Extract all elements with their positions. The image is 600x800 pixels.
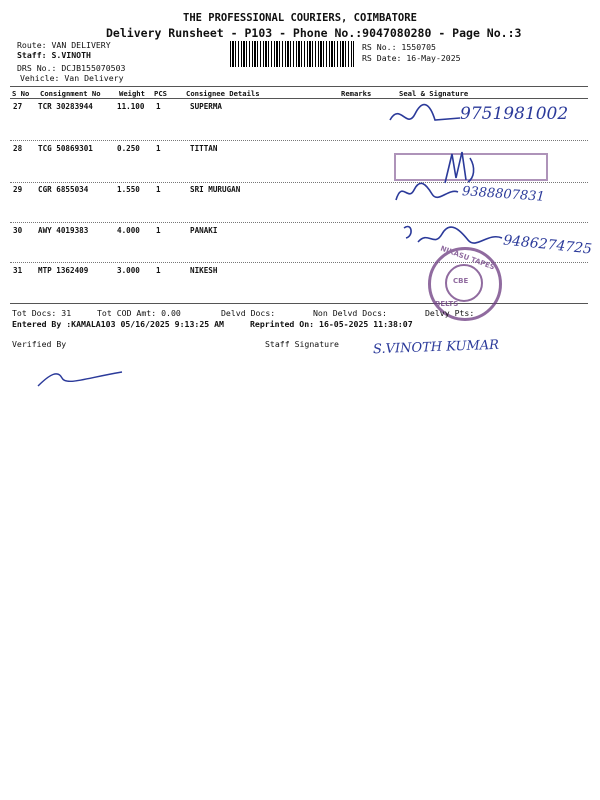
row-consignee: SUPERMA <box>190 102 223 111</box>
signature-phone-row30: 9486274725 <box>502 232 593 258</box>
row-weight: 1.550 <box>117 185 140 194</box>
round-stamp-text: NIKASU TAPES <box>439 244 496 272</box>
tot-docs: Tot Docs: 31 <box>12 308 72 318</box>
staff-label: Staff: S.VINOTH <box>17 50 91 60</box>
row-pcs: 1 <box>156 144 161 153</box>
row-consignment: TCG 50869301 <box>38 144 93 153</box>
row-divider <box>10 140 588 141</box>
row-weight: 4.000 <box>117 226 140 235</box>
company-title: THE PROFESSIONAL COURIERS, COIMBATORE <box>183 12 417 24</box>
row-consignment: MTP 1362409 <box>38 266 89 275</box>
row-consignment: TCR 30283944 <box>38 102 93 111</box>
signature-phone-row29: 9388807831 <box>461 184 546 205</box>
col-seal-signature: Seal & Signature <box>399 89 469 98</box>
row-sno: 28 <box>13 144 23 153</box>
reprinted-on: Reprinted On: 16-05-2025 11:38:07 <box>250 319 413 329</box>
row-consignment: AWY 4019383 <box>38 226 89 235</box>
signature-scribble-row27 <box>385 100 465 130</box>
entered-by: Entered By :KAMALA103 05/16/2025 9:13:25 AM <box>12 319 224 329</box>
col-pcs: PCS <box>154 89 167 98</box>
col-consignee: Consignee Details <box>186 89 260 98</box>
round-stamp-inner-text: CBE <box>453 277 469 285</box>
table-top-rule <box>10 86 588 87</box>
col-weight: Weight <box>119 89 145 98</box>
row-consignee: TITTAN <box>190 144 218 153</box>
tot-cod-amt: Tot COD Amt: 0.00 <box>97 308 181 318</box>
barcode <box>230 41 354 67</box>
drs-number: DRS No.: DCJB155070503 <box>17 63 126 73</box>
row-divider <box>10 182 588 183</box>
row-pcs: 1 <box>156 226 161 235</box>
rs-date: RS Date: 16-May-2025 <box>362 53 461 63</box>
row-sno: 30 <box>13 226 23 235</box>
row-sno: 29 <box>13 185 23 194</box>
round-stamp-side-text: BELTS <box>435 300 459 308</box>
row-consignment: CGR 6855034 <box>38 185 89 194</box>
col-consignment: Consignment No <box>40 89 101 98</box>
staff-signature-handwritten: S.VINOTH KUMAR <box>372 337 500 358</box>
signature-scribble-row29 <box>392 178 462 206</box>
row-pcs: 1 <box>156 266 161 275</box>
row-consignee: NIKESH <box>190 266 218 275</box>
delvd-docs: Delvd Docs: <box>221 308 276 318</box>
row-weight: 3.000 <box>117 266 140 275</box>
row-sno: 31 <box>13 266 23 275</box>
row-pcs: 1 <box>156 185 161 194</box>
row-pcs: 1 <box>156 102 161 111</box>
verified-signature-scribble <box>36 366 126 390</box>
route-label: Route: VAN DELIVERY <box>17 40 111 50</box>
col-remarks: Remarks <box>341 89 372 98</box>
rs-number: RS No.: 1550705 <box>362 42 436 52</box>
row-consignee: SRI MURUGAN <box>190 185 241 194</box>
row-divider <box>10 262 588 263</box>
non-delvd-docs: Non Delvd Docs: <box>313 308 387 318</box>
row-sno: 27 <box>13 102 23 111</box>
col-sno: S No <box>12 89 30 98</box>
vehicle-label: Vehicle: Van Delivery <box>20 73 124 83</box>
staff-signature-label: Staff Signature <box>265 339 339 349</box>
table-header-rule <box>10 98 588 99</box>
row-weight: 0.250 <box>117 144 140 153</box>
delvy-pts: Delvy Pts: <box>425 308 475 318</box>
row-weight: 11.100 <box>117 102 145 111</box>
runsheet-subtitle: Delivery Runsheet - P103 - Phone No.:9047080280 - Page No.:3 <box>106 26 522 40</box>
verified-by-label: Verified By <box>12 339 67 349</box>
row-consignee: PANAKI <box>190 226 218 235</box>
signature-phone-row27: 9751981002 <box>460 104 569 124</box>
table-bottom-rule <box>10 303 588 304</box>
